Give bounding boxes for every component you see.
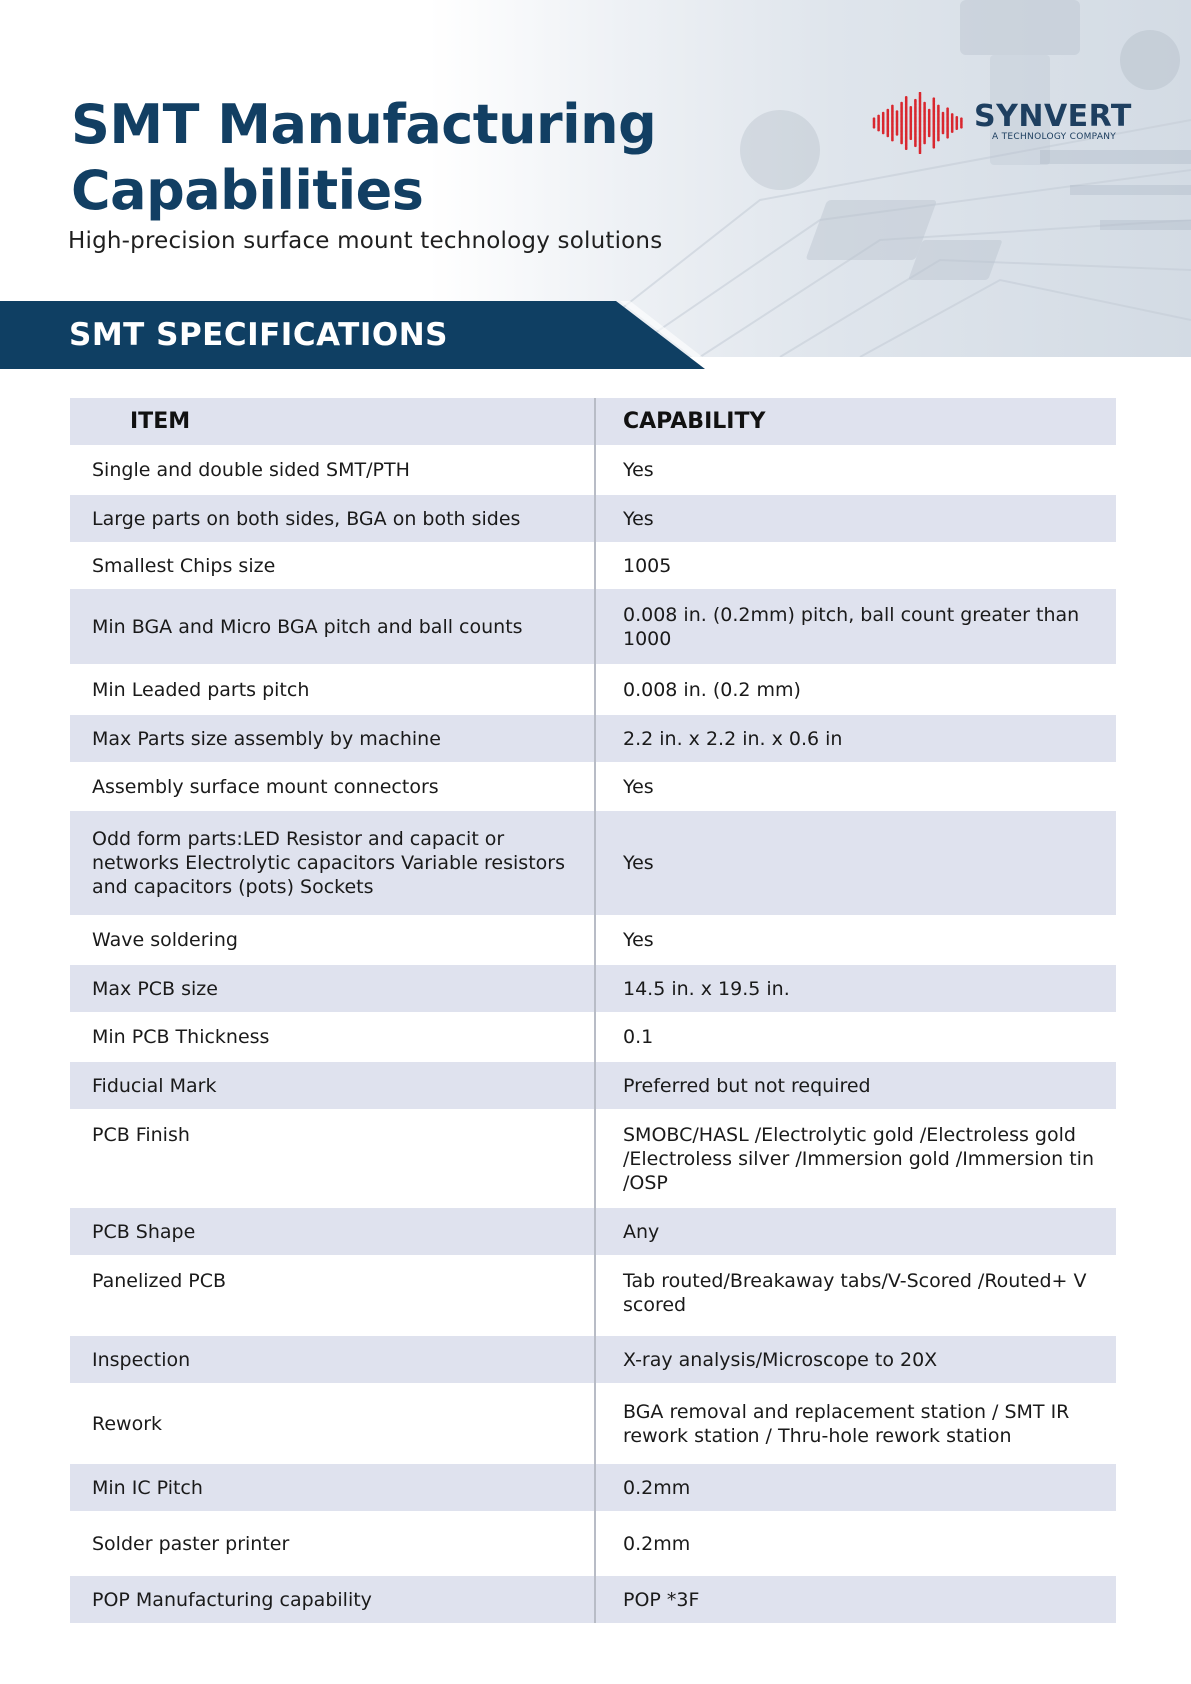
row-capability: 1005: [623, 554, 672, 577]
table-row: [70, 762, 1116, 811]
specifications-table: [70, 398, 1116, 1623]
page-title: SMT Manufacturing Capabilities: [71, 93, 657, 222]
row-capability: Tab routed/Breakaway tabs/V-Scored /Routed+ V scored: [623, 1270, 1087, 1316]
row-item: Wave soldering: [70, 915, 595, 965]
table-row: [70, 1383, 1116, 1464]
table-row: [70, 965, 1116, 1012]
row-capability: 0.2mm: [623, 1532, 691, 1555]
row-item: Max Parts size assembly by machine: [70, 715, 595, 762]
row-capability: 0.008 in. (0.2mm) pitch, ball count greater than 1000: [595, 589, 1116, 664]
table-row: [70, 1208, 1116, 1255]
row-capability: SMOBC/HASL /Electrolytic gold /Electroless gold /Electroless silver /Immersion gold /Immersion tin /OSP: [623, 1124, 1094, 1194]
table-row: [70, 495, 1116, 542]
row-item: Max PCB size: [70, 965, 595, 1012]
table-row: [70, 542, 1116, 589]
row-item: PCB Finish: [70, 1109, 595, 1208]
table-row: [70, 1576, 1116, 1623]
row-item: Min Leaded parts pitch: [70, 664, 595, 715]
row-item: Single and double sided SMT/PTH: [70, 445, 595, 495]
table-row: [70, 915, 1116, 965]
row-item: Rework: [70, 1383, 595, 1464]
row-capability: Yes: [595, 811, 1116, 915]
row-capability: 2.2 in. x 2.2 in. x 0.6 in: [595, 715, 1116, 762]
row-capability: Yes: [623, 929, 654, 951]
column-header-item: ITEM: [70, 398, 595, 445]
row-item: POP Manufacturing capability: [70, 1576, 595, 1623]
row-item: Panelized PCB: [70, 1255, 595, 1336]
row-capability: Yes: [595, 495, 1116, 542]
row-item: Inspection: [70, 1336, 595, 1383]
logo-tagline: A TECHNOLOGY COMPANY: [992, 132, 1117, 142]
row-item: Min IC Pitch: [70, 1464, 595, 1511]
row-capability: Preferred but not required: [595, 1062, 1116, 1109]
soundwave-icon: [870, 92, 966, 154]
table-row: [70, 445, 1116, 495]
row-item: Min PCB Thickness: [70, 1012, 595, 1062]
row-capability: 14.5 in. x 19.5 in.: [595, 965, 1116, 1012]
table-row: [70, 1336, 1116, 1383]
section-title: SMT SPECIFICATIONS: [69, 317, 448, 353]
table-header-row: [70, 398, 1116, 445]
row-capability: 0.008 in. (0.2 mm): [623, 678, 801, 701]
row-item: Assembly surface mount connectors: [70, 762, 595, 811]
table-row: [70, 1255, 1116, 1336]
page-subtitle: High-precision surface mount technology solutions: [68, 228, 663, 254]
table-row: [70, 1062, 1116, 1109]
row-capability: BGA removal and replacement station / SMT IR rework station / Thru-hole rework station: [623, 1400, 1070, 1447]
row-capability: X-ray analysis/Microscope to 20X: [595, 1336, 1116, 1383]
table-row: [70, 1012, 1116, 1062]
column-header-capability: CAPABILITY: [595, 398, 1116, 445]
table-row: [70, 811, 1116, 915]
table-row: [70, 664, 1116, 715]
logo-name: SYNVERT: [974, 99, 1132, 134]
row-item: Smallest Chips size: [70, 542, 595, 589]
table-row: [70, 589, 1116, 664]
row-capability: Yes: [623, 775, 654, 798]
row-capability: POP *3F: [595, 1576, 1116, 1623]
company-logo: [870, 92, 1140, 154]
row-capability: 0.1: [623, 1026, 654, 1048]
table-row: [70, 1511, 1116, 1576]
row-item: Large parts on both sides, BGA on both sides: [70, 495, 595, 542]
row-capability: 0.2mm: [595, 1464, 1116, 1511]
row-capability: Any: [595, 1208, 1116, 1255]
row-item: Min BGA and Micro BGA pitch and ball counts: [70, 589, 595, 664]
table-row: [70, 715, 1116, 762]
row-item: PCB Shape: [70, 1208, 595, 1255]
table-row: [70, 1109, 1116, 1208]
row-item: Odd form parts:LED Resistor and capacit or networks Electrolytic capacitors Variable resistors and capacitors (pots) Sockets: [70, 811, 595, 915]
row-item: Fiducial Mark: [70, 1062, 595, 1109]
row-item: Solder paster printer: [70, 1511, 595, 1576]
table-row: [70, 1464, 1116, 1511]
row-capability: Yes: [623, 459, 654, 481]
